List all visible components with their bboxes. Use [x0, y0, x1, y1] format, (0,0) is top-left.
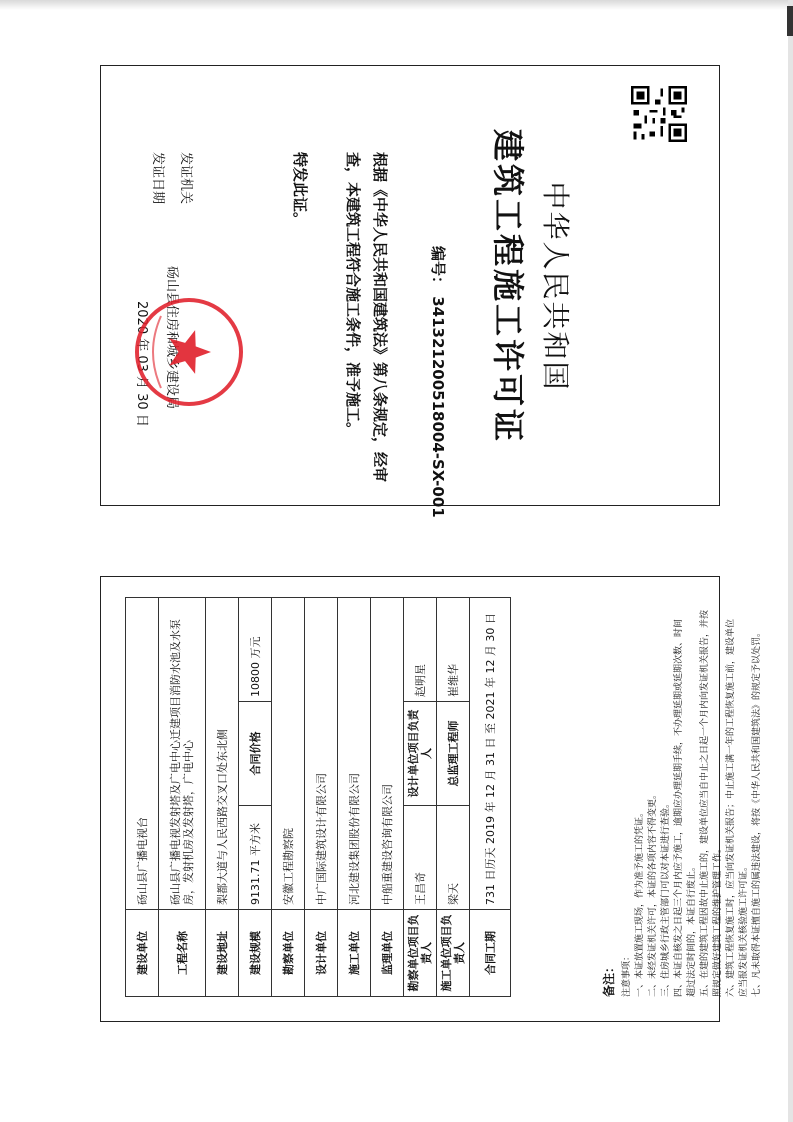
issue-date-label: 发证日期: [150, 152, 165, 205]
note-line: 三、住房城乡行政主管部门可以对本证进行查验。: [661, 798, 671, 997]
row-value: 731 日历天 2019 年 12 月 31 日 至 2021 年 12 月 30 日: [470, 598, 511, 910]
project-details-page: [100, 576, 762, 1022]
table-row: [338, 598, 371, 997]
table-row: [470, 598, 511, 997]
issuer-value: 砀山县住房和城乡建设局: [164, 266, 179, 410]
issuer-label: 发证机关: [178, 152, 193, 205]
note-line: 七、凡未取得本证擅自施工的属违法建设，将按《中华人民共和国建筑法》的规定予以处罚。: [752, 627, 762, 997]
row-label: 设计单位: [305, 910, 338, 997]
scan-edge-right: [788, 0, 793, 1122]
certificate-special-note: 特发此证。: [291, 152, 309, 228]
row-value: 河北建设集团股份有限公司: [338, 598, 371, 910]
table-row: [437, 598, 470, 997]
row-value: 梨都大道与人民西路交叉口处东北侧: [206, 598, 239, 910]
certificate-country-title: 中华人民共和国: [539, 181, 572, 392]
scan-mark: [787, 6, 793, 36]
note-line: 四、本证自核发之日起三个月内应予施工，逾期应办理延期手续，不办理延期或延期次数、时间: [674, 618, 684, 997]
row-value: 中船重建设咨询有限公司: [371, 598, 404, 910]
scan-edge-top: [0, 0, 793, 10]
certificate-number-value: 341321200518004-SX-001: [429, 296, 447, 518]
row-value: 10800 万元: [239, 598, 272, 702]
note-line: 照规定做好建筑工程的维护管理工作。: [713, 843, 723, 997]
row-value: 王昌奇: [404, 806, 437, 910]
certificate-body-text: 根据《中华人民共和国建筑法》第八条规定，经审查，本建筑工程符合施工条件，准予施工。: [344, 152, 389, 483]
row-value: 安徽工程勘察院: [272, 598, 305, 910]
notes-title: 注意事项：: [622, 951, 632, 997]
permit-certificate-page: [100, 65, 720, 518]
table-row: [126, 598, 159, 997]
table-row: [272, 598, 305, 997]
row-label: 设计单位项目负责人: [404, 702, 437, 806]
table-row: [305, 598, 338, 997]
table-row: [239, 598, 272, 997]
certificate-number: [428, 246, 449, 518]
note-line: 应当报发证机关核验施工许可证。: [739, 861, 749, 997]
row-value: 砀山县广播电视发射塔及广电中心迁建项目消防水池及水泵房，发射机房及发射塔，广电中心: [159, 598, 206, 910]
certificate-content: [101, 66, 721, 518]
certificate-title: 建筑工程施工许可证: [489, 128, 527, 444]
row-label: 合同工期: [470, 910, 511, 997]
row-value: 中广国际建筑设计有限公司: [305, 598, 338, 910]
table-row: [206, 598, 239, 997]
note-line: 一、本证放置施工现场，作为准予施工的凭证。: [635, 807, 645, 997]
row-value: 9131.71 平方米: [239, 806, 272, 910]
row-value: 赵明星: [404, 598, 437, 702]
issue-date-value: 2020 年 03 月 30 日: [134, 301, 149, 427]
row-label: 勘察单位项目负责人: [404, 910, 437, 997]
row-label: 合同价格: [239, 702, 272, 806]
table-row: [404, 598, 437, 997]
table-row: [159, 598, 206, 997]
details-content: [101, 577, 762, 1023]
row-value: 崔维华: [437, 598, 470, 702]
row-label: 工程名称: [159, 910, 206, 997]
row-value: 砀山县广播电视台: [126, 598, 159, 910]
row-label: 建设地址: [206, 910, 239, 997]
row-label: 建设单位: [126, 910, 159, 997]
qr-code-icon: [631, 86, 687, 142]
row-label: 监理单位: [371, 910, 404, 997]
official-seal-icon: [133, 296, 245, 408]
table-row: [371, 598, 404, 997]
note-line: 六、建筑工程恢复施工时，应当向发证机关报告；中止施工满一年的工程恢复施工前，建设单位: [726, 618, 736, 997]
note-line: 五、在建的建筑工程因故中止施工的，建设单位应当自中止之日起一个月内向发证机关报告，并按: [700, 609, 710, 997]
row-label: 施工单位: [338, 910, 371, 997]
remark-label: 备注：: [602, 960, 616, 997]
note-line: 超过法定时间的，本证自行废止。: [687, 861, 697, 997]
row-value: 梁天: [437, 806, 470, 910]
notes-section: [621, 597, 764, 997]
row-label: 建设规模: [239, 910, 272, 997]
row-label: 施工单位项目负责人: [437, 910, 470, 997]
row-label: 勘察单位: [272, 910, 305, 997]
row-label: 总监理工程师: [437, 702, 470, 806]
note-line: 二、未经发证机关许可，本证的各项内容不得变更。: [648, 789, 658, 997]
certificate-number-label: 编号：: [429, 246, 447, 292]
project-info-table: [125, 597, 511, 997]
